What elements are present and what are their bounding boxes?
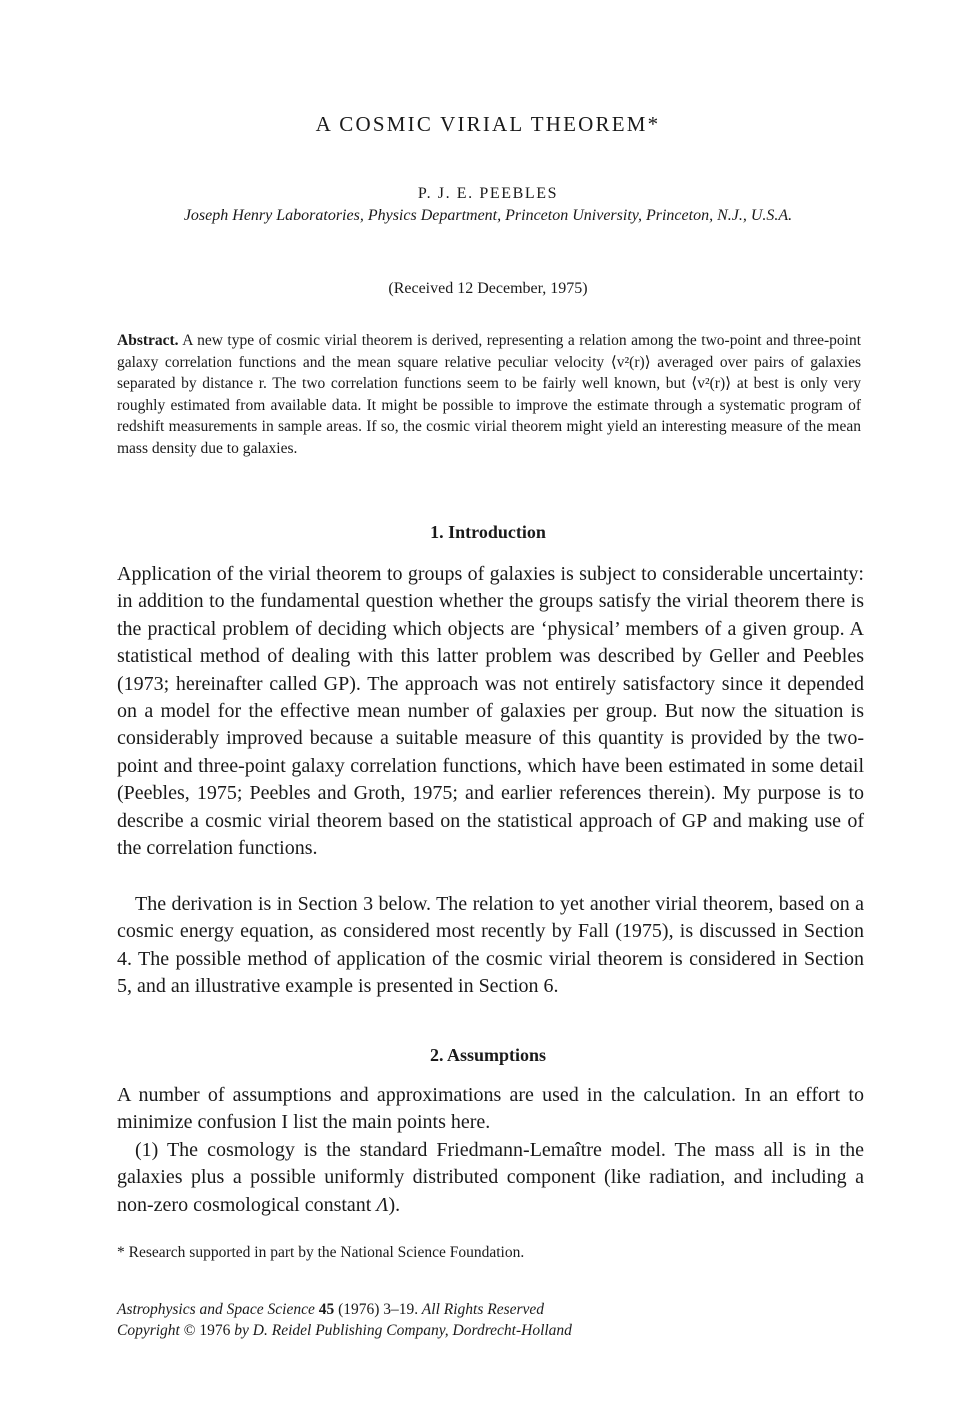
section-heading-introduction: 1. Introduction xyxy=(430,522,546,542)
copyright-line xyxy=(117,1322,861,1340)
paper-title: A COSMIC VIRIAL THEOREM* xyxy=(315,112,661,136)
assumptions-paragraph-1: A number of assumptions and approximations are used in the calculation. In an effort to minimize confusion I list the main points here. xyxy=(117,1084,864,1134)
introduction-paragraph-2: The derivation is in Section 3 below. The relation to yet another virial theorem, based on a cosmic energy equation, as considered most recently by Fall (1975), is discussed in Section 4. The possible method of application of the cosmic virial theorem is considered in Section 5, and an illustrative example is presented in Section 6. xyxy=(117,893,864,998)
journal-citation xyxy=(117,1301,861,1319)
author-name: P. J. E. PEEBLES xyxy=(417,185,559,202)
journal-volume: 45 xyxy=(318,1301,335,1318)
journal-rights: All Rights Reserved xyxy=(421,1301,545,1318)
received-date: (Received 12 December, 1975) xyxy=(388,280,588,297)
assumptions-paragraph-2-end: ). xyxy=(388,1193,401,1216)
author-affiliation: Joseph Henry Laboratories, Physics Department, Princeton University, Princeton, N.J., U.S.A. xyxy=(183,207,793,224)
section-heading-assumptions: 2. Assumptions xyxy=(429,1045,547,1065)
copyright-word: Copyright xyxy=(117,1322,180,1339)
abstract xyxy=(117,330,861,460)
introduction-paragraph-1: Application of the virial theorem to groups of galaxies is subject to considerable uncertainty: in addition to the fundamental question whether the groups satisfy the virial theorem there is the practical problem of deciding which objects are ‘physical’ members of a given group. A statistical method of dealing with this latter problem was described by Geller and Peebles (1973; hereinafter called GP). The approach was not entirely satisfactory since it depended on a model for the effective mean number of galaxies per group. But now the situation is considerably improved because a suitable measure of this quantity is provided by the two-point and three-point galaxy correlation functions, which have been estimated in some detail (Peebles, 1975; Peebles and Groth, 1975; and earlier references therein). My purpose is to describe a cosmic virial theorem based on the statistical approach of GP and making use of the correlation functions. xyxy=(117,563,864,860)
assumptions-paragraph-2-text: (1) The cosmology is the standard Friedmann-Lemaître model. The mass all is in the galaxies plus a possible uniformly distributed component (like radiation, and including a non-zero cosmological constant xyxy=(117,1139,864,1216)
footnote: * Research supported in part by the National Science Foundation. xyxy=(117,1244,525,1261)
publisher: by D. Reidel Publishing Company, Dordrecht-Holland xyxy=(234,1322,572,1339)
journal-name: Astrophysics and Space Science xyxy=(117,1301,315,1318)
assumptions-paragraph-2 xyxy=(117,1137,864,1219)
journal-year-pages: (1976) 3–19. xyxy=(338,1301,419,1318)
copyright-symbol: © xyxy=(183,1322,196,1339)
lambda-symbol: Λ xyxy=(376,1193,389,1216)
copyright-year: 1976 xyxy=(199,1322,231,1339)
abstract-text: A new type of cosmic virial theorem is derived, representing a relation among the two-point and three-point galaxy correlation functions and the mean square relative peculiar velocity ⟨v²(r)⟩ averaged over pairs of galaxies separated by distance r. The two correlation functions seem to be fairly well known, but ⟨v²(r)⟩ at best is only very roughly estimated from available data. It might be possible to improve the estimate through a systematic program of redshift measurements in sample areas. If so, the cosmic virial theorem might yield an interesting measure of the mean mass density due to galaxies. xyxy=(117,332,861,457)
abstract-label: Abstract. xyxy=(117,332,179,349)
